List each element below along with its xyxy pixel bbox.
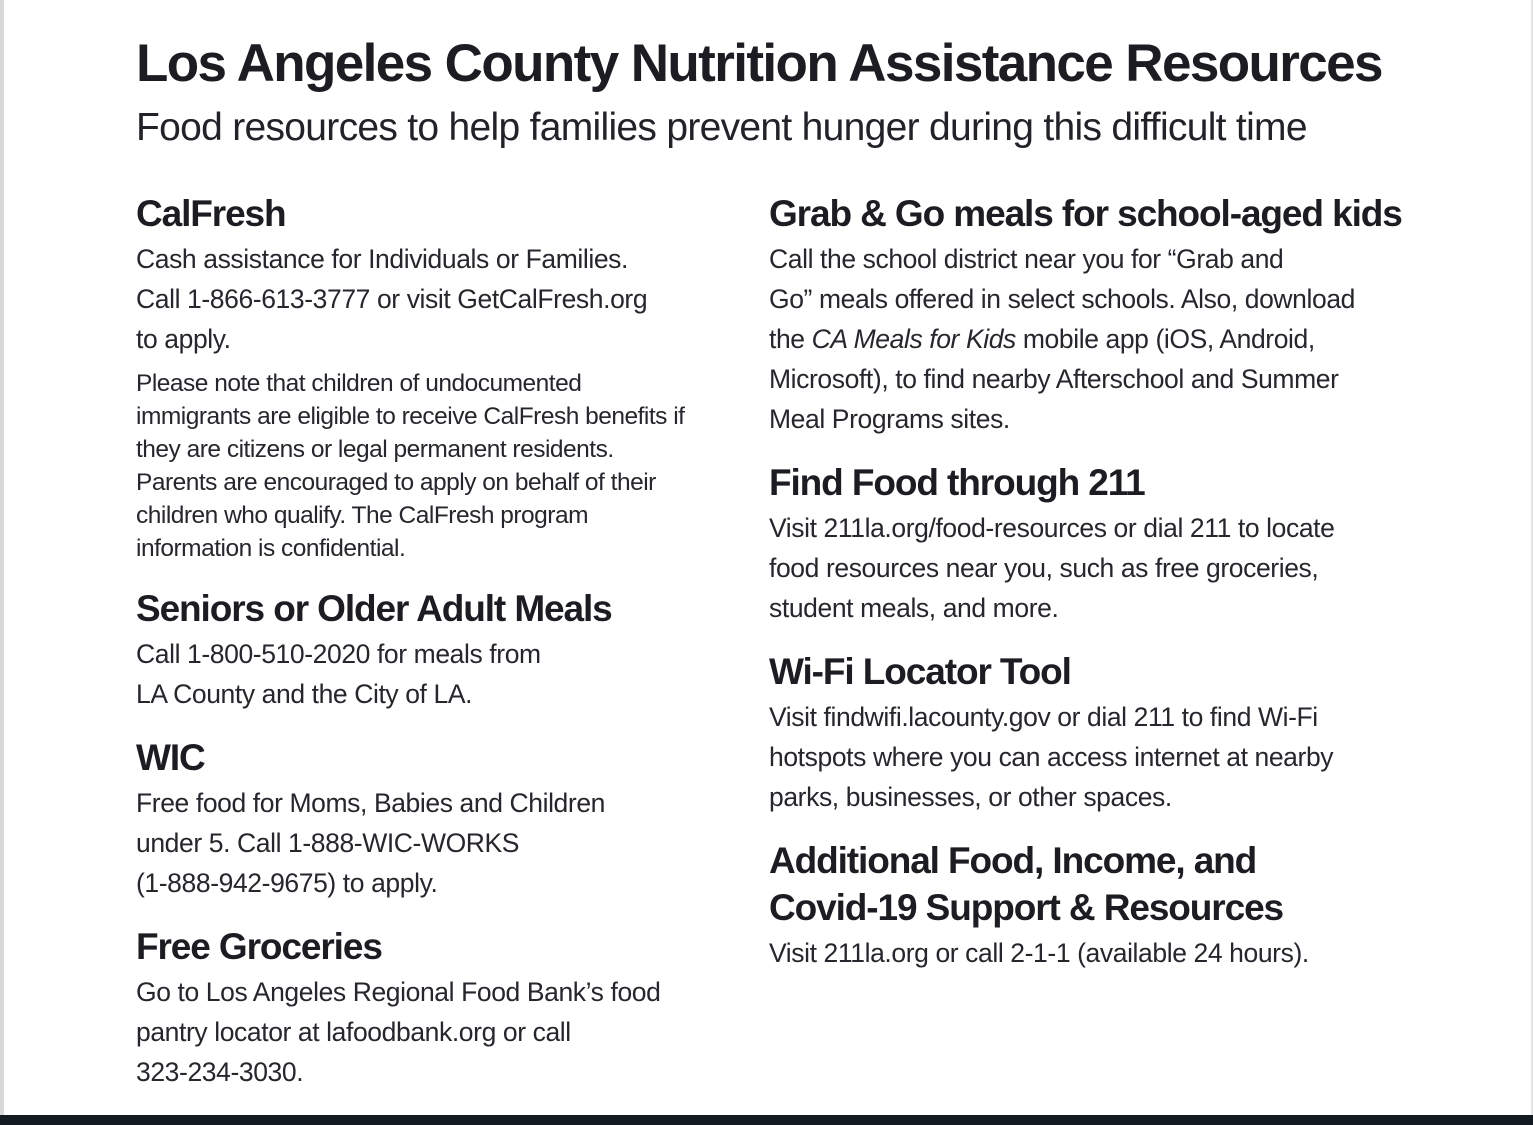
section-heading-free-groceries: Free Groceries — [136, 926, 382, 967]
page-edge-left — [0, 0, 4, 1125]
section-heading-calfresh: CalFresh — [136, 193, 286, 234]
text-line: parks, businesses, or other spaces. — [769, 782, 1172, 812]
text-line: to apply. — [136, 324, 231, 354]
text-line: student meals, and more. — [769, 593, 1059, 623]
text-line: (1-888-942-9675) to apply. — [136, 868, 438, 898]
text-line: Please note that children of undocumented — [136, 370, 582, 397]
text-line: hotspots where you can access internet at nearby — [769, 742, 1334, 772]
section-seniors — [136, 585, 748, 714]
text-line: information is confidential. — [136, 535, 406, 562]
text-fragment: mobile app (iOS, Android, — [1015, 324, 1315, 354]
section-heading-additional-resources — [769, 837, 1419, 931]
section-calfresh — [136, 190, 748, 565]
wic-description — [136, 783, 748, 903]
text-line: Call the school district near you for “Grab and — [769, 244, 1284, 274]
text-line: they are citizens or legal permanent residents. — [136, 436, 614, 463]
text-line: Cash assistance for Individuals or Families. — [136, 244, 628, 274]
section-heading-seniors: Seniors or Older Adult Meals — [136, 588, 612, 629]
text-line: Call 1-800-510-2020 for meals from — [136, 639, 541, 669]
section-wic — [136, 734, 748, 903]
left-column — [136, 190, 748, 1112]
text-line: Go” meals offered in select schools. Also, download — [769, 284, 1355, 314]
section-heading-find-food-211: Find Food through 211 — [769, 462, 1145, 503]
section-free-groceries — [136, 923, 748, 1092]
groceries-description — [136, 972, 748, 1092]
section-heading-wifi-locator: Wi-Fi Locator Tool — [769, 651, 1071, 692]
text-line: Call 1-866-613-3777 or visit GetCalFresh.org — [136, 284, 648, 314]
seniors-description — [136, 634, 748, 714]
grab-and-go-description — [769, 239, 1419, 439]
text-line: food resources near you, such as free groceries, — [769, 553, 1319, 583]
text-line: children who qualify. The CalFresh program — [136, 502, 588, 529]
text-line: under 5. Call 1-888-WIC-WORKS — [136, 828, 520, 858]
document — [136, 32, 1426, 1087]
text-line: Parents are encouraged to apply on behalf of their — [136, 469, 656, 496]
calfresh-description — [136, 239, 748, 359]
section-find-food-211 — [769, 459, 1419, 628]
text-line: Go to Los Angeles Regional Food Bank’s food — [136, 977, 661, 1007]
text-line: Microsoft), to find nearby Afterschool and Summer — [769, 364, 1339, 394]
calfresh-eligibility-note — [136, 367, 748, 565]
text-fragment: the — [769, 324, 812, 354]
text-line: Meal Programs sites. — [769, 404, 1010, 434]
find-food-description — [769, 508, 1419, 628]
text-line — [769, 319, 1419, 359]
section-grab-and-go — [769, 190, 1419, 439]
heading-line: Additional Food, Income, and — [769, 840, 1257, 881]
text-line: immigrants are eligible to receive CalFresh benefits if — [136, 403, 685, 430]
text-line: Visit 211la.org/food-resources or dial 211 to locate — [769, 513, 1335, 543]
text-line: 323-234-3030. — [136, 1057, 304, 1087]
app-name: CA Meals for Kids — [811, 324, 1016, 354]
right-column — [769, 190, 1419, 993]
section-additional-resources — [769, 837, 1419, 973]
text-line: Visit 211la.org or call 2-1-1 (available 24 hours). — [769, 938, 1309, 968]
bottom-bar — [0, 1115, 1533, 1125]
page-subtitle: Food resources to help families prevent hunger during this difficult time — [136, 106, 1307, 149]
text-line: Visit findwifi.lacounty.gov or dial 211 to find Wi-Fi — [769, 702, 1318, 732]
text-line: Free food for Moms, Babies and Children — [136, 788, 605, 818]
wifi-description — [769, 697, 1419, 817]
heading-line: Covid-19 Support & Resources — [769, 887, 1284, 928]
page-title: Los Angeles County Nutrition Assistance Resources — [136, 34, 1382, 93]
section-wifi-locator — [769, 648, 1419, 817]
text-line: LA County and the City of LA. — [136, 679, 473, 709]
section-heading-grab-and-go: Grab & Go meals for school-aged kids — [769, 193, 1402, 234]
section-heading-wic: WIC — [136, 737, 205, 778]
text-line: pantry locator at lafoodbank.org or call — [136, 1017, 571, 1047]
additional-description — [769, 933, 1419, 973]
